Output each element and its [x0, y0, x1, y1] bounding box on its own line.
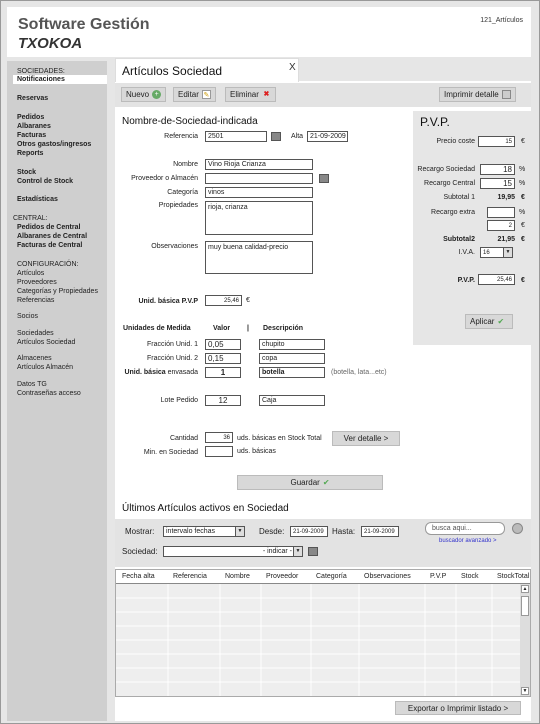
mostrar-label: Mostrar: — [125, 527, 155, 536]
sidebar-item-categorias[interactable]: Categorías y Propiedades — [17, 288, 98, 295]
subtotal1-label: Subtotal 1 — [443, 194, 475, 201]
chevron-down-icon: ▼ — [235, 527, 244, 536]
sidebar-item-datos-tg[interactable]: Datos TG — [17, 381, 47, 388]
lote-pedido-label: Lote Pedido — [160, 397, 198, 404]
pct-label: % — [519, 180, 526, 187]
sidebar-item-contrasenas[interactable]: Contraseñas acceso — [17, 390, 81, 397]
pct-label: % — [519, 209, 526, 216]
sidebar-item-reservas[interactable]: Reservas — [17, 95, 49, 102]
aplicar-button[interactable] — [465, 314, 513, 329]
col-referencia[interactable]: Referencia — [173, 573, 207, 580]
lote-pedido-value[interactable]: 12 — [205, 395, 241, 406]
sociedad-label: Sociedad: — [122, 547, 158, 556]
propiedades-field[interactable]: rioja, crianza — [205, 201, 313, 235]
nuevo-label: Nuevo — [126, 90, 150, 99]
search-icon[interactable] — [512, 523, 523, 534]
pencil-icon: ✎ — [203, 92, 210, 100]
imprimir-label: Imprimir detalle — [444, 90, 499, 99]
recargo-extra-eur-field[interactable]: 2 — [487, 220, 515, 231]
categoria-label: Categoría — [167, 189, 198, 196]
tab-articulos-sociedad[interactable] — [115, 58, 299, 82]
fraccion1-desc[interactable]: chupito — [259, 339, 325, 350]
check-icon: ✔ — [322, 478, 330, 487]
valor-heading: Valor — [213, 325, 231, 332]
cantidad-field[interactable]: 36 — [205, 432, 233, 443]
scroll-up-icon[interactable]: ▲ — [522, 586, 528, 592]
cantidad-hint: uds. básicas en Stock Total — [237, 435, 322, 442]
toolbar — [115, 83, 531, 107]
app-subtitle: TXOKOA — [18, 35, 83, 52]
col-observaciones[interactable]: Observaciones — [364, 573, 411, 580]
referencia-label: Referencia — [164, 133, 198, 140]
sidebar-item-articulos-sociedad[interactable]: Artículos Sociedad — [17, 339, 76, 346]
hasta-field[interactable]: 21-09-2009 — [361, 526, 399, 537]
sidebar-section-configuracion: CONFIGURACIÓN: — [17, 261, 79, 268]
unid-pvp-label: Unid. básica P.V.P — [138, 298, 198, 305]
unid-basica-desc[interactable]: botella — [259, 367, 325, 378]
sidebar-item-almacenes[interactable]: Almacenes — [17, 355, 52, 362]
sidebar-item-facturas-central[interactable]: Facturas de Central — [17, 242, 83, 249]
sociedad-value: - indicar - — [262, 548, 292, 555]
imprimir-detalle-button[interactable] — [439, 87, 516, 102]
col-categoria[interactable]: Categoría — [316, 573, 347, 580]
editar-button[interactable] — [173, 87, 216, 102]
iva-label: I.V.A. — [458, 249, 475, 256]
search-input[interactable]: busca aqui... — [425, 522, 505, 535]
recargo-extra-label: Recargo extra — [431, 209, 475, 216]
chevron-down-icon: ▼ — [293, 547, 302, 556]
sidebar-item-albaranes[interactable]: Albaranes — [17, 123, 51, 130]
nuevo-button[interactable] — [121, 87, 166, 102]
recargo-extra-pct-field[interactable] — [487, 207, 515, 218]
aplicar-label: Aplicar — [470, 317, 495, 326]
guardar-label: Guardar — [290, 478, 320, 487]
sidebar-item-otros-gastos[interactable]: Otros gastos/ingresos — [17, 141, 92, 148]
sidebar-item-socios[interactable]: Socios — [17, 313, 39, 320]
col-pvp[interactable]: P.V.P — [430, 573, 447, 580]
col-proveedor[interactable]: Proveedor — [266, 573, 299, 580]
sidebar-section-central: CENTRAL: — [13, 215, 48, 222]
list-title: Últimos Artículos activos en Sociedad — [122, 503, 289, 514]
buscador-avanzado-link[interactable]: buscador avanzado > — [439, 538, 497, 544]
fraccion2-value[interactable]: 0,15 — [205, 353, 241, 364]
pvp-field[interactable]: 25,46 — [478, 274, 515, 285]
page-id: 121_Artículos — [480, 17, 523, 24]
ver-detalle-button[interactable]: Ver detalle > — [332, 431, 400, 446]
exportar-listado-button[interactable]: Exportar o Imprimir listado > — [395, 701, 521, 715]
articulos-table — [115, 569, 531, 697]
table-scrollbar[interactable] — [520, 584, 530, 696]
iva-select[interactable] — [480, 247, 513, 258]
min-sociedad-hint: uds. básicas — [237, 448, 276, 455]
fraccion1-value[interactable]: 0,05 — [205, 339, 241, 350]
col-nombre[interactable]: Nombre — [225, 573, 250, 580]
sidebar-item-pedidos[interactable]: Pedidos — [17, 114, 45, 121]
sidebar — [7, 61, 107, 721]
unid-basica-hint: (botella, lata...etc) — [331, 369, 387, 376]
sidebar-item-stock[interactable]: Stock — [17, 169, 37, 176]
recargo-sociedad-field[interactable]: 18 — [480, 164, 515, 175]
col-stock-total[interactable]: StockTotal — [497, 573, 530, 580]
eur-label: € — [521, 236, 525, 243]
scroll-thumb[interactable] — [521, 596, 529, 616]
subtotal2-value: 21,95 — [497, 236, 515, 243]
subtotal1-value: 19,95 — [497, 194, 515, 201]
sidebar-item-facturas[interactable]: Facturas — [17, 132, 47, 139]
min-sociedad-label: Min. en Sociedad — [143, 449, 198, 456]
alta-field[interactable]: 21-09-2009 — [307, 131, 348, 142]
min-sociedad-field[interactable] — [205, 446, 233, 457]
mostrar-value: intervalo fechas — [166, 528, 216, 535]
calculator-icon[interactable] — [308, 547, 318, 556]
eliminar-button[interactable] — [225, 87, 276, 102]
recargo-central-label: Recargo Central — [424, 180, 475, 187]
form-heading: Nombre-de-Sociedad-indicada — [122, 116, 258, 127]
alta-label: Alta — [291, 133, 304, 140]
proveedor-label: Proveedor o Almacén — [131, 175, 198, 182]
eur-label: € — [521, 277, 525, 284]
list-filters — [115, 519, 531, 567]
editar-label: Editar — [178, 90, 199, 99]
eliminar-label: Eliminar — [230, 90, 259, 99]
recargo-central-field[interactable]: 15 — [480, 178, 515, 189]
proveedor-field[interactable] — [205, 173, 313, 184]
hasta-label: Hasta: — [332, 527, 356, 536]
app-title: Software Gestión — [18, 16, 150, 33]
sidebar-item-reports[interactable]: Reports — [17, 150, 44, 157]
col-fecha-alta[interactable]: Fecha alta — [122, 573, 155, 580]
iva-value: 16 — [483, 250, 490, 256]
app-header — [7, 7, 531, 57]
observaciones-label: Observaciones — [151, 243, 198, 250]
sidebar-item-estadisticas[interactable]: Estadísticas — [17, 196, 58, 203]
scroll-down-icon[interactable]: ▼ — [522, 688, 528, 694]
printer-icon — [502, 90, 511, 99]
col-stock[interactable]: Stock — [461, 573, 479, 580]
recargo-sociedad-label: Recargo Sociedad — [417, 166, 475, 173]
cantidad-label: Cantidad — [169, 435, 198, 442]
propiedades-label: Propiedades — [158, 202, 198, 209]
envasada-label: envasada — [165, 369, 198, 376]
precio-coste-field[interactable]: 15 — [478, 136, 515, 147]
sociedad-select[interactable] — [163, 546, 303, 557]
pct-label: % — [519, 166, 526, 173]
sidebar-item-control-stock[interactable]: Control de Stock — [17, 178, 74, 185]
unid-basica-value[interactable]: 1 — [205, 367, 241, 378]
eur-label: € — [521, 138, 525, 145]
pvp-panel — [413, 111, 531, 345]
desde-field[interactable]: 21-09-2009 — [290, 526, 328, 537]
table-header — [116, 570, 530, 584]
categoria-field[interactable]: vinos — [205, 187, 313, 198]
sidebar-item-articulos-almacen[interactable]: Artículos Almacén — [17, 364, 74, 371]
pvp-title: P.V.P. — [420, 115, 450, 129]
delete-x-icon: ✖ — [263, 91, 270, 99]
tab-title: Artículos Sociedad — [122, 64, 223, 78]
sidebar-item-notificaciones[interactable]: Notificaciones — [13, 75, 107, 84]
sidebar-item-proveedores[interactable]: Proveedores — [17, 279, 57, 286]
unid-basica-label: Unid. básica — [124, 369, 166, 376]
sidebar-item-albaranes-central[interactable]: Albaranes de Central — [17, 233, 88, 240]
lote-pedido-desc[interactable]: Caja — [259, 395, 325, 406]
check-icon: ✔ — [497, 317, 505, 326]
unid-pvp-field[interactable]: 25,46 — [205, 295, 242, 306]
desde-label: Desde: — [259, 527, 285, 536]
column-separator: | — [247, 325, 249, 332]
sidebar-section-sociedades: SOCIEDADES: — [17, 68, 65, 75]
currency-label: € — [246, 297, 250, 304]
fraccion1-label: Fracción Unid. 1 — [147, 341, 198, 348]
pvp-label: P.V.P. — [457, 277, 475, 284]
nombre-label: Nombre — [173, 161, 198, 168]
fraccion2-label: Fracción Unid. 2 — [147, 355, 198, 362]
table-grid-lines — [116, 584, 520, 696]
sidebar-item-referencias[interactable]: Referencias — [17, 297, 55, 304]
chevron-down-icon: ▼ — [503, 248, 512, 257]
observaciones-field[interactable]: muy buena calidad-precio — [205, 241, 313, 274]
unid-basica-envasada-label — [111, 369, 198, 376]
sidebar-item-pedidos-central[interactable]: Pedidos de Central — [17, 224, 81, 231]
sidebar-item-articulos[interactable]: Artículos — [17, 270, 45, 277]
plus-icon: + — [152, 90, 161, 99]
referencia-field[interactable]: 2501 — [205, 131, 267, 142]
eur-label: € — [521, 222, 525, 229]
unidades-medida-heading: Unidades de Medida — [123, 325, 191, 332]
subtotal2-label: Subtotal2 — [443, 236, 475, 243]
calculator-icon[interactable] — [271, 132, 281, 141]
calculator-icon[interactable] — [319, 174, 329, 183]
fraccion2-desc[interactable]: copa — [259, 353, 325, 364]
mostrar-select[interactable] — [163, 526, 245, 537]
sidebar-item-sociedades[interactable]: Sociedades — [17, 330, 54, 337]
eur-label: € — [521, 194, 525, 201]
guardar-button[interactable] — [237, 475, 383, 490]
tab-close-button[interactable]: X — [289, 62, 296, 73]
nombre-field[interactable]: Vino Rioja Crianza — [205, 159, 313, 170]
precio-coste-label: Precio coste — [436, 138, 475, 145]
descripcion-heading: Descripción — [263, 325, 304, 332]
